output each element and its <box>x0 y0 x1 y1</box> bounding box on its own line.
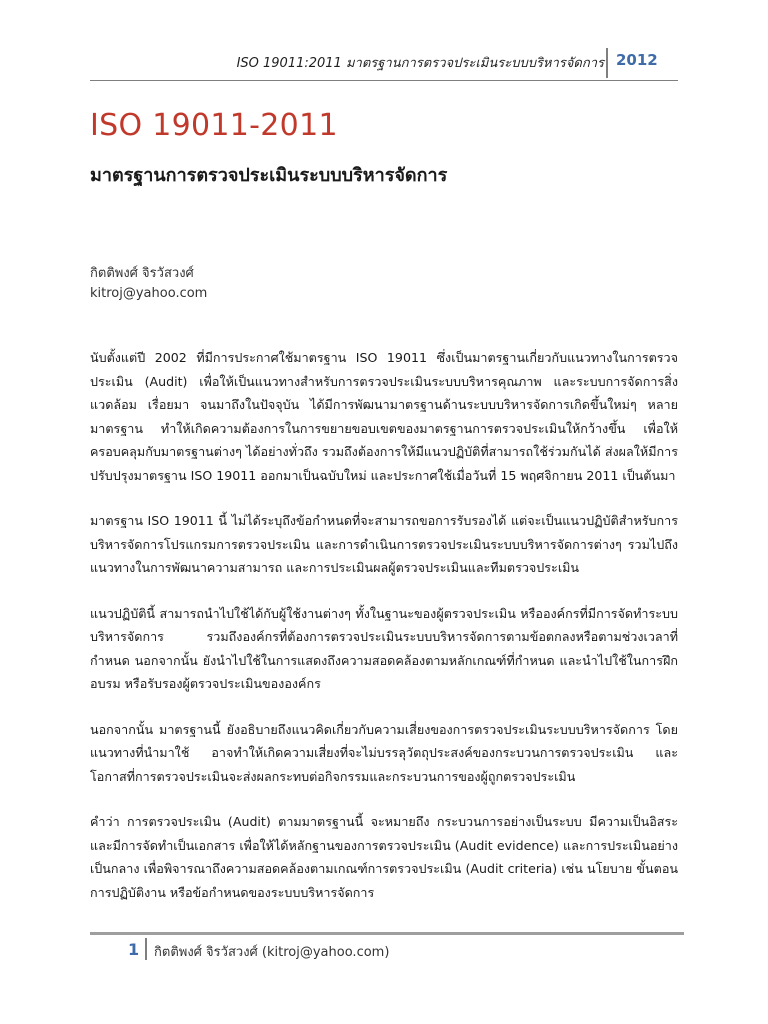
paragraph: แนวปฏิบัตินี้ สามารถนำไปใช้ได้กับผู้ใช้งานต่างๆ ทั้งในฐานะของผู้ตรวจประเมิน หรือองค์กรที่มีการจัดทำระบบบริหารจัดการ รวมถึงองค์กรที่ต้องการตรวจประเมินระบบบริหารจัดการตามข้อตกลงหรือตามช่วงเวลาที่กำหนด นอกจากนั้น ยังนำไปใช้ในการแสดงถึงความสอดคล้องตามหลักเกณฑ์ที่กำหนด และนำไปใช้ในการฝึกอบรม หรือรับรองผู้ตรวจประเมินขององค์กร <box>90 605 678 691</box>
header-divider <box>606 48 608 78</box>
paragraph: นับตั้งแต่ปี 2002 ที่มีการประกาศใช้มาตรฐาน ISO 19011 ซึ่งเป็นมาตรฐานเกี่ยวกับแนวทางในการตรวจประเมิน (Audit) เพื่อให้เป็นแนวทางสำหรับการตรวจประเมินระบบบริหารคุณภาพ และระบบการจัดการสิ่งแวดล้อม เรื่อยมา จนมาถึงในปัจจุบัน ได้มีการพัฒนามาตรฐานด้านระบบบริหารจัดการเกิดขึ้นใหม่ๆ หลายมาตรฐาน ทำให้เกิดความต้องการในการขยายขอบเขตของมาตรฐานการตรวจประเมินให้กว้างขึ้น เพื่อให้ครอบคลุมกับมาตรฐานต่างๆ ได้อย่างทั่วถึง รวมถึงต้องการให้มีแนวปฏิบัติที่สามารถใช้ร่วมกันได้ ส่งผลให้มีการปรับปรุงมาตรฐาน ISO 19011 ออกมาเป็นฉบับใหม่ และประกาศใช้เมื่อวันที่ 15 พฤศจิกายน 2011 เป็นต้นมา <box>90 350 678 483</box>
header-rule <box>90 80 678 81</box>
author-name: กิตติพงศ์ จิรวัสวงศ์ <box>90 266 194 281</box>
header-title: ISO 19011:2011 มาตรฐานการตรวจประเมินระบบบริหารจัดการ <box>236 56 604 71</box>
header-year: 2012 <box>616 51 658 69</box>
body-text <box>90 346 678 926</box>
document-title: ISO 19011-2011 <box>90 108 338 143</box>
page-number: 1 <box>128 940 140 959</box>
paragraph: คำว่า การตรวจประเมิน (Audit) ตามมาตรฐานนี้ จะหมายถึง กระบวนการอย่างเป็นระบบ มีความเป็นอิสระ และมีการจัดทำเป็นเอกสาร เพื่อให้ได้หลักฐานของการตรวจประเมิน (Audit evidence) และการประเมินอย่างเป็นกลาง เพื่อพิจารณาถึงความสอดคล้องตามเกณฑ์การตรวจประเมิน (Audit criteria) เช่น นโยบาย ขั้นตอนการปฏิบัติงาน หรือข้อกำหนดของระบบบริหารจัดการ <box>90 814 678 900</box>
paragraph: มาตรฐาน ISO 19011 นี้ ไม่ได้ระบุถึงข้อกำหนดที่จะสามารถขอการรับรองได้ แต่จะเป็นแนวปฏิบัติสำหรับการบริหารจัดการโปรแกรมการตรวจประเมิน และการดำเนินการตรวจประเมินระบบบริหารจัดการต่างๆ รวมไปถึงแนวทางในการพัฒนาความสามารถ และการประเมินผลผู้ตรวจประเมินและทีมตรวจประเมิน <box>90 513 678 575</box>
footer-author: กิตติพงศ์ จิรวัสวงศ์ (kitroj@yahoo.com) <box>154 945 390 960</box>
page-footer <box>0 932 768 972</box>
author-email: kitroj@yahoo.com <box>90 286 208 301</box>
paragraph: นอกจากนั้น มาตรฐานนี้ ยังอธิบายถึงแนวคิดเกี่ยวกับความเสี่ยงของการตรวจประเมินระบบบริหารจัดการ โดยแนวทางที่นำมาใช้ อาจทำให้เกิดความเสี่ยงที่จะไม่บรรลุวัตถุประสงค์ของกระบวนการตรวจประเมิน และโอกาสที่การตรวจประเมินจะส่งผลกระทบต่อกิจกรรมและกระบวนการของผู้ถูกตรวจประเมิน <box>90 721 678 784</box>
document-subtitle: มาตรฐานการตรวจประเมินระบบบริหารจัดการ <box>90 165 448 186</box>
page-header <box>0 48 768 80</box>
footer-rule <box>90 932 684 935</box>
footer-divider <box>145 938 147 960</box>
